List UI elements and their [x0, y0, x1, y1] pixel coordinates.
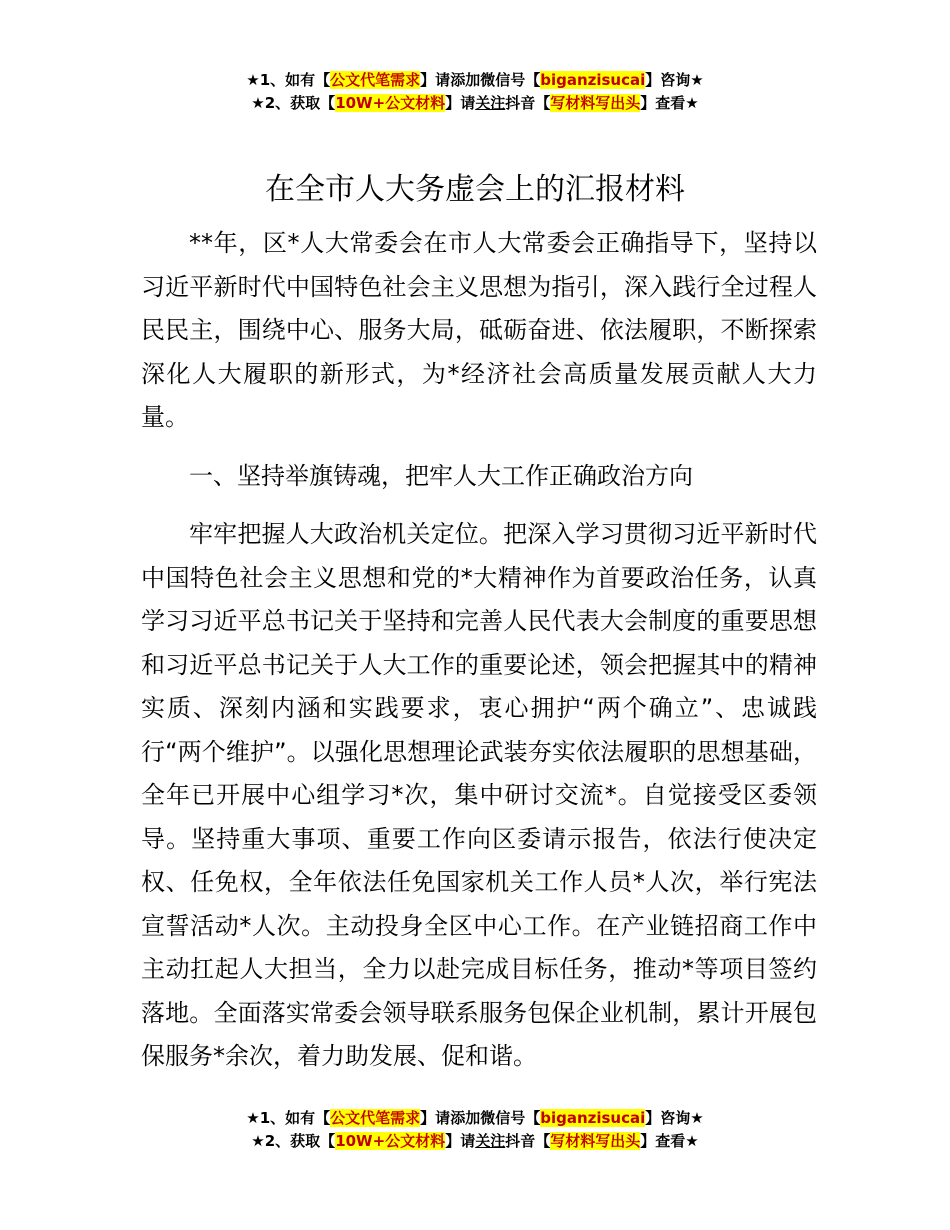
wechat-id-text: biganzisucai [540, 1109, 646, 1127]
section-heading: 一、坚持举旗铸魂，把牢人大工作正确政治方向 [189, 461, 693, 490]
intro-paragraph: **年，区*人大常委会在市人大常委会正确指导下，坚持以习近平新时代中国特色社会主义思想为指引，深入践行全过程人民民主，围绕中心、服务大局，砥砺奋进、依法履职，不断探索深化人大履职的新形式，为*经济社会高质量发展贡献人大力量。 [141, 229, 817, 431]
emphasis-text: 添加 [450, 1109, 481, 1127]
wechat-id-text: biganzisucai [540, 71, 646, 89]
banner-line-2: ★2、获取【10W+公文材料】请关注抖音【写材料写出头】查看★ [251, 94, 699, 112]
emphasis-text: 添加 [450, 71, 481, 89]
underlined-text: 关注 [475, 1132, 506, 1150]
underlined-text: 关注 [475, 94, 506, 112]
highlight-text: 10W+公文材料 [335, 94, 446, 112]
highlight-text: 公文代笔需求 [330, 1109, 421, 1127]
douyin-id-text: 写材料写出头 [550, 1132, 641, 1150]
highlight-text: 10W+公文材料 [335, 1132, 446, 1150]
banner-line-1: ★1、如有【公文代笔需求】请添加微信号【biganzisucai】咨询★ [246, 71, 704, 89]
highlight-text: 公文代笔需求 [330, 71, 421, 89]
banner-line-1: ★1、如有【公文代笔需求】请添加微信号【biganzisucai】咨询★ [246, 1109, 704, 1127]
document-body [141, 222, 817, 1079]
banner-line-2: ★2、获取【10W+公文材料】请关注抖音【写材料写出头】查看★ [251, 1132, 699, 1150]
header-banner [0, 69, 950, 115]
douyin-id-text: 写材料写出头 [550, 94, 641, 112]
footer-banner [0, 1107, 950, 1153]
document-title: 在全市人大务虚会上的汇报材料 [265, 172, 685, 207]
section-paragraph: 牢牢把握人大政治机关定位。把深入学习贯彻习近平新时代中国特色社会主义思想和党的*大精神作为首要政治任务，认真学习习近平总书记关于坚持和完善人民代表大会制度的重要思想和习近平总书记关于人大工作的重要论述，领会把握其中的精神实质、深刻内涵和实践要求，衷心拥护“两个确立”、忠诚践行“两个维护”。以强化思想理论武装夯实依法履职的思想基础，全年已开展中心组学习*次，集中研讨交流*。自觉接受区委领导。坚持重大事项、重要工作向区委请示报告，依法行使决定权、任免权，全年依法任免国家机关工作人员*人次，举行宪法宣誓活动*人次。主动投身全区中心工作。在产业链招商工作中主动扛起人大担当，全力以赴完成目标任务，推动*等项目签约落地。全面落实常委会领导联系服务包保企业机制，累计开展包保服务*余次，着力助发展、促和谐。 [141, 520, 817, 1070]
